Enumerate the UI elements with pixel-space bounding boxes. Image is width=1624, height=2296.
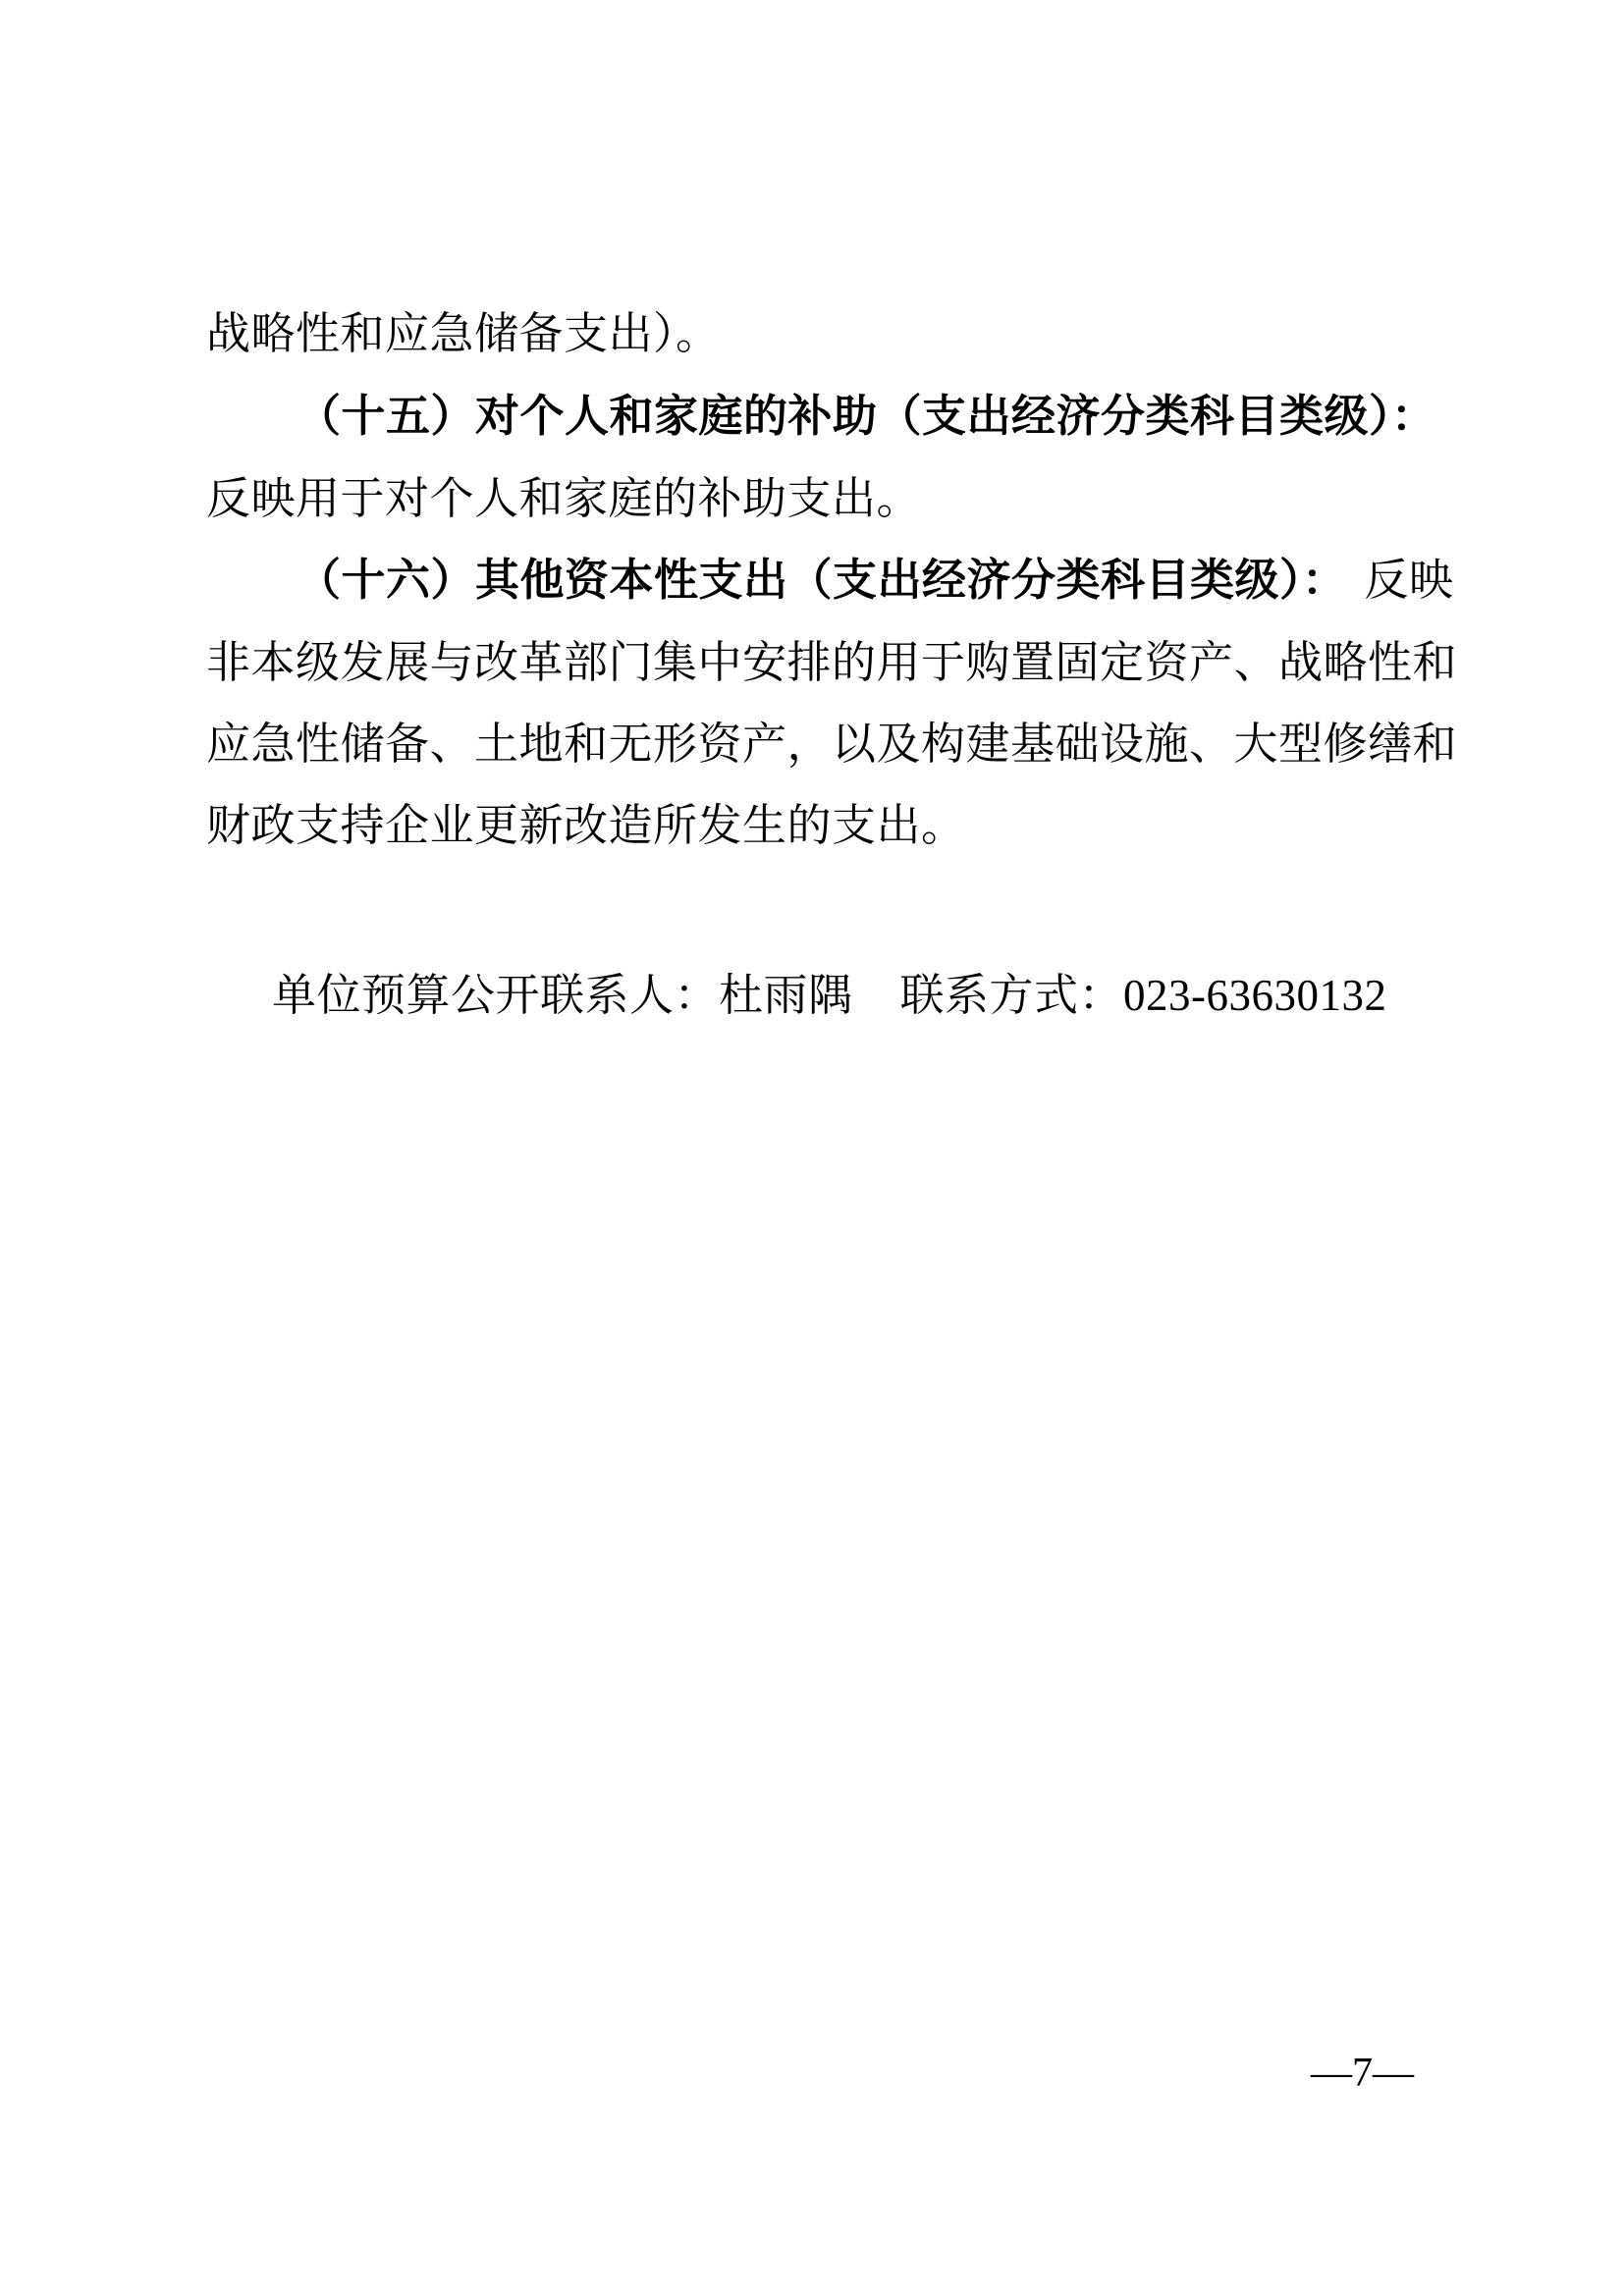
heading-item-15: （十五）对个人和家庭的补助（支出经济分类科目类级）： bbox=[297, 392, 1436, 441]
paragraph-line bbox=[206, 469, 921, 528]
body-text: 应急性储备、土地和无形资产，以及构建基础设施、大型修缮和 bbox=[206, 720, 1458, 769]
paragraph-line bbox=[206, 796, 966, 855]
body-text: 反映 bbox=[1364, 556, 1454, 605]
paragraph-line bbox=[206, 715, 1457, 774]
contact-person-name: 杜雨隅 bbox=[719, 971, 853, 1020]
paragraph-line bbox=[206, 633, 1457, 692]
page-number: —7— bbox=[1311, 2051, 1414, 2096]
contact-line bbox=[272, 966, 1387, 1025]
heading-item-16: （十六）其他资本性支出（支出经济分类科目类级）： bbox=[297, 556, 1347, 605]
body-text: 财政支持企业更新改造所发生的支出。 bbox=[206, 801, 966, 850]
contact-person-label: 单位预算公开联系人： bbox=[272, 971, 720, 1020]
paragraph-line bbox=[206, 551, 1454, 610]
body-text: 反映用于对个人和家庭的补助支出。 bbox=[206, 474, 922, 523]
contact-method-label: 联系方式： bbox=[899, 971, 1124, 1020]
paragraph-line bbox=[206, 304, 721, 363]
paragraph-line bbox=[206, 387, 1436, 446]
body-text: 非本级发展与改革部门集中安排的用于购置固定资产、战略性和 bbox=[206, 638, 1458, 687]
contact-phone-number: 023-63630132 bbox=[1123, 971, 1387, 1020]
body-text: 战略性和应急储备支出）。 bbox=[206, 309, 721, 358]
